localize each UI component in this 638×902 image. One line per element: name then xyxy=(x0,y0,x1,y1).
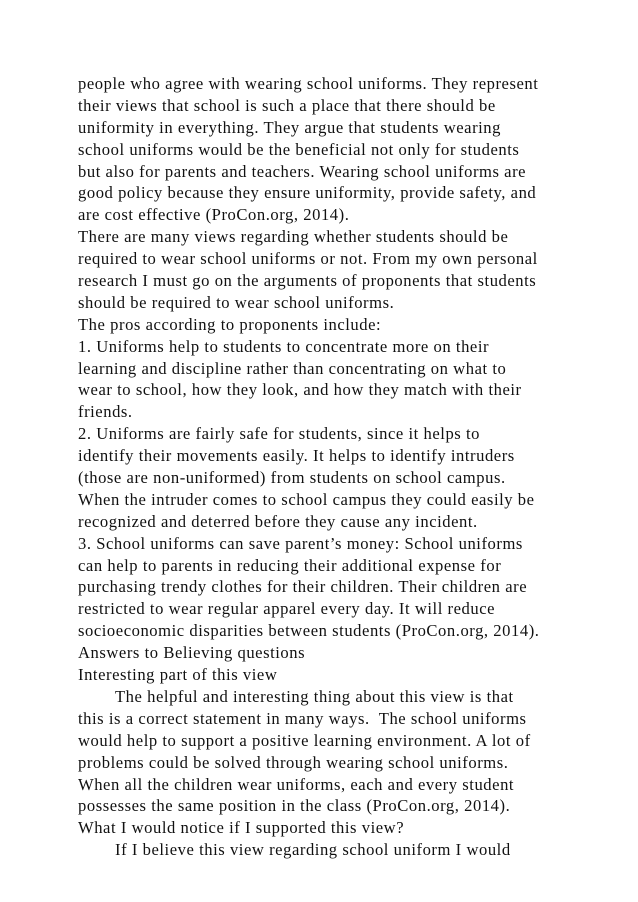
list-item-text: When the intruder comes to school campus they could easily be xyxy=(78,489,535,509)
text-line: required to wear school uniforms or not. From my own personal xyxy=(78,249,538,269)
subsection-heading: Interesting part of this view xyxy=(78,665,278,685)
document-body xyxy=(78,73,578,861)
list-item-text: 1. Uniforms help to students to concentrate more on their xyxy=(78,336,490,356)
list-item-text: recognized and deterred before they cause any incident. xyxy=(78,511,478,531)
list-item-text: 2. Uniforms are fairly safe for students, since it helps to xyxy=(78,424,481,444)
text-line: possesses the same position in the class (ProCon.org, 2014). xyxy=(78,796,511,816)
text-line: are cost effective (ProCon.org, 2014). xyxy=(78,205,350,225)
text-line: school uniforms would be the beneficial not only for students xyxy=(78,139,520,159)
text-line: If I believe this view regarding school uniform I would xyxy=(115,840,511,860)
section-heading: Answers to Believing questions xyxy=(78,643,306,663)
list-item-text: friends. xyxy=(78,402,133,422)
text-line: their views that school is such a place that there should be xyxy=(78,95,496,115)
list-item-text: 3. School uniforms can save parent’s money: School uniforms xyxy=(78,533,523,553)
text-line: The helpful and interesting thing about this view is that xyxy=(115,686,514,706)
list-item-text: socioeconomic disparities between students (ProCon.org, 2014). xyxy=(78,621,540,641)
text-line: this is a correct statement in many ways. The school uniforms xyxy=(78,708,527,728)
subsection-heading: What I would notice if I supported this view? xyxy=(78,818,405,838)
text-line: uniformity in everything. They argue that students wearing xyxy=(78,117,501,137)
list-item-text: learning and discipline rather than concentrating on what to xyxy=(78,358,507,378)
list-item-text: identify their movements easily. It helps to identify intruders xyxy=(78,446,515,466)
list-item-text: wear to school, how they look, and how they match with their xyxy=(78,380,522,400)
list-item-text: (those are non-uniformed) from students on school campus. xyxy=(78,468,506,488)
list-item-text: can help to parents in reducing their additional expense for xyxy=(78,555,502,575)
text-line: research I must go on the arguments of proponents that students xyxy=(78,271,537,291)
text-line: When all the children wear uniforms, each and every student xyxy=(78,774,515,794)
list-item-text: restricted to wear regular apparel every day. It will reduce xyxy=(78,599,496,619)
section-heading: The pros according to proponents include: xyxy=(78,314,382,334)
list-item-text: purchasing trendy clothes for their children. Their children are xyxy=(78,577,528,597)
text-line: There are many views regarding whether students should be xyxy=(78,227,509,247)
text-line: problems could be solved through wearing school uniforms. xyxy=(78,752,509,772)
text-line: people who agree with wearing school uniforms. They represent xyxy=(78,74,539,93)
text-line: would help to support a positive learning environment. A lot of xyxy=(78,730,531,750)
text-line: good policy because they ensure uniformity, provide safety, and xyxy=(78,183,537,203)
text-line: but also for parents and teachers. Wearing school uniforms are xyxy=(78,161,527,181)
text-line: should be required to wear school uniforms. xyxy=(78,292,395,312)
